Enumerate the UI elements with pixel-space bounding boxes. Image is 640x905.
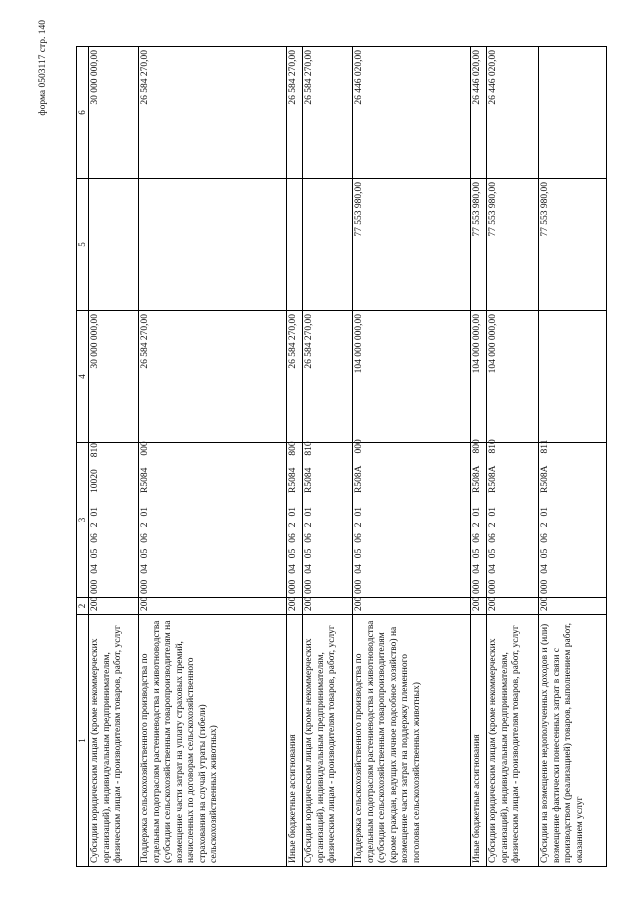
row-value-col5: 77 553 980,00 (471, 179, 487, 311)
row-value-col5 (287, 179, 303, 311)
code-part: 04 (472, 564, 482, 574)
code-part: 04 (540, 564, 550, 574)
row-value-col6: 26 584 270,00 (303, 47, 353, 179)
code-part: 06 (354, 533, 364, 543)
row-value-col6: 26 446 020,00 (487, 47, 539, 179)
row-value-col5 (89, 179, 139, 311)
row-name: Субсидии юридическим лицам (кроме некоммерческих организаций), индивидуальным предпринимателям, физическим лицам - производителям товаров, работ, услуг (89, 615, 139, 867)
code-part: 06 (90, 533, 100, 543)
code-part: 810 (90, 443, 100, 458)
code-part: 01 (354, 507, 364, 517)
code-part: R508A (472, 465, 482, 493)
code-part: 04 (90, 564, 100, 574)
row-value-col6: 26 446 020,00 (471, 47, 487, 179)
code-part: 04 (354, 564, 364, 574)
table-row (353, 47, 471, 867)
row-budget-code (139, 443, 287, 598)
header-row (77, 47, 89, 867)
row-value-col5: 77 553 980,00 (487, 179, 539, 311)
code-part: 01 (472, 507, 482, 517)
form-label: форма 0503117 стр. 140 (38, 20, 48, 116)
code-part: R5084 (140, 467, 150, 493)
table-row (471, 47, 487, 867)
code-part: 05 (90, 548, 100, 559)
code-part: 05 (472, 548, 482, 559)
row-line-code: 200 (487, 598, 539, 615)
code-part: 2 (354, 522, 364, 528)
col-header-4: 4 (77, 311, 89, 443)
code-part: 000 (488, 579, 498, 594)
code-part: 000 (304, 579, 314, 594)
code-part: 04 (288, 564, 298, 574)
code-part: 000 (140, 441, 150, 456)
code-part: 000 (90, 579, 100, 594)
row-budget-code (487, 439, 539, 598)
row-line-code: 200 (353, 598, 471, 615)
row-line-code: 200 (539, 598, 607, 615)
code-part: 2 (140, 522, 150, 528)
code-part: 01 (140, 507, 150, 517)
row-value-col4: 104 000 000,00 (487, 311, 539, 443)
code-part: 2 (540, 522, 550, 528)
table-row (287, 47, 303, 867)
code-part: 06 (288, 533, 298, 543)
code-part: 01 (288, 507, 298, 517)
code-part: 800 (288, 441, 298, 456)
row-name: Иные бюджетные ассигнования (287, 615, 303, 867)
code-part: 05 (488, 548, 498, 559)
table-row (303, 47, 353, 867)
code-part: 06 (304, 533, 314, 543)
row-value-col6: 26 584 270,00 (287, 47, 303, 179)
code-part: 01 (90, 507, 100, 517)
table-row (89, 47, 139, 867)
code-part: 05 (354, 548, 364, 559)
row-value-col6: 26 584 270,00 (139, 47, 287, 179)
code-part: 06 (140, 533, 150, 543)
row-value-col4 (539, 311, 607, 443)
code-part: 06 (472, 533, 482, 543)
code-part: 05 (304, 548, 314, 559)
code-part: 06 (540, 533, 550, 543)
code-part: 000 (354, 439, 364, 454)
code-part: 000 (288, 579, 298, 594)
code-part: 05 (288, 548, 298, 559)
row-value-col6 (539, 47, 607, 179)
col-header-2: 2 (77, 598, 89, 615)
code-part: 2 (472, 522, 482, 528)
row-name: Субсидии на возмещение недополученных доходов и (или) возмещение фактически понесенных затрат в связи с производством (реализацией) товаров, выполнением работ, оказанием услуг (539, 615, 607, 867)
code-part: 2 (288, 522, 298, 528)
row-name: Субсидии юридическим лицам (кроме некоммерческих организаций), индивидуальным предпринимателям, физическим лицам - производителям товаров, работ, услуг (487, 615, 539, 867)
row-value-col4: 26 584 270,00 (287, 311, 303, 443)
code-part: 04 (304, 564, 314, 574)
code-part: 000 (540, 579, 550, 594)
row-value-col4: 104 000 000,00 (353, 311, 471, 443)
code-part: 06 (488, 533, 498, 543)
code-part: 01 (540, 507, 550, 517)
row-value-col4: 26 584 270,00 (303, 311, 353, 443)
code-part: 05 (140, 548, 150, 559)
row-value-col5: 77 553 980,00 (539, 179, 607, 311)
code-part: 810 (304, 441, 314, 456)
row-line-code: 200 (139, 598, 287, 615)
row-budget-code (471, 439, 487, 598)
row-name: Иные бюджетные ассигнования (471, 615, 487, 867)
code-part: 000 (354, 579, 364, 594)
code-part: 2 (304, 522, 314, 528)
row-name: Поддержка сельскохозяйственного производства по отдельным подотраслям растениеводства и животноводства (субсидии сельскохозяйственным товаропроизводителям на возмещение части затрат на уплату страховых премий, начисленных по договорам сельскохозяйственного страхования на случай утраты (гибели) сельскохозяйственных животных) (139, 615, 287, 867)
row-budget-code (353, 439, 471, 598)
row-value-col6: 30 000 000,00 (89, 47, 139, 179)
row-value-col6: 26 446 020,00 (353, 47, 471, 179)
code-part: 01 (488, 507, 498, 517)
code-part: 04 (488, 564, 498, 574)
code-part: 05 (540, 548, 550, 559)
row-value-col5 (303, 179, 353, 311)
code-part: 811 (540, 439, 550, 454)
code-part: 000 (140, 579, 150, 594)
row-budget-code (89, 443, 139, 598)
code-part: R508A (540, 465, 550, 493)
col-header-1: 1 (77, 615, 89, 867)
code-part: R5084 (288, 467, 298, 493)
code-part: 10020 (90, 469, 100, 493)
table-row (139, 47, 287, 867)
row-line-code: 200 (471, 598, 487, 615)
code-part: R508A (488, 465, 498, 493)
code-part: 04 (140, 564, 150, 574)
table-row (487, 47, 539, 867)
code-part: R5084 (304, 467, 314, 493)
row-name: Поддержка сельскохозяйственного производства по отдельным подотраслям растениеводства и животноводства (субсидии сельскохозяйственным товаропроизводителям (кроме граждан, ведущих личное подсобное хозяйство) на возмещение части затрат на поддержку племенного поголовья сельскохозяйственных животных) (353, 615, 471, 867)
code-part: 2 (488, 522, 498, 528)
table-row (539, 47, 607, 867)
row-value-col4: 104 000 000,00 (471, 311, 487, 443)
budget-table-container (76, 47, 585, 867)
row-name: Субсидии юридическим лицам (кроме некоммерческих организаций), индивидуальным предпринимателям, физическим лицам - производителям товаров, работ, услуг (303, 615, 353, 867)
row-budget-code (303, 443, 353, 598)
code-part: 000 (472, 579, 482, 594)
row-line-code: 200 (287, 598, 303, 615)
code-part: 810 (488, 439, 498, 454)
code-part: 01 (304, 507, 314, 517)
row-line-code: 200 (303, 598, 353, 615)
row-budget-code (539, 439, 607, 598)
code-part: 800 (472, 439, 482, 454)
row-value-col5: 77 553 980,00 (353, 179, 471, 311)
col-header-5: 5 (77, 179, 89, 311)
row-line-code: 200 (89, 598, 139, 615)
row-value-col4: 26 584 270,00 (139, 311, 287, 443)
col-header-6: 6 (77, 47, 89, 179)
row-value-col4: 30 000 000,00 (89, 311, 139, 443)
code-part: 2 (90, 522, 100, 528)
budget-table (76, 46, 607, 867)
row-budget-code (287, 443, 303, 598)
col-header-3: 3 (77, 443, 89, 598)
code-part: R508A (354, 465, 364, 493)
row-value-col5 (139, 179, 287, 311)
